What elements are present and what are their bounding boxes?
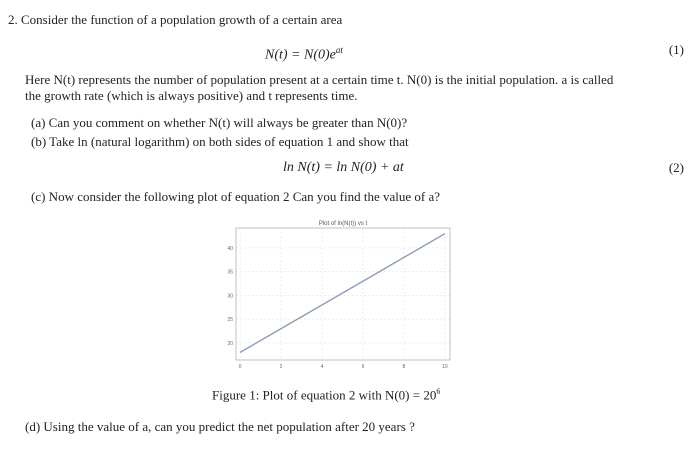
equation-1-number: (1) <box>668 42 684 57</box>
y-tick-label: 30 <box>227 293 233 300</box>
problem-intro: 2. Consider the function of a population growth of a certain area <box>8 12 343 27</box>
caption-exponent: 6 <box>436 387 441 396</box>
x-tick-label: 10 <box>442 364 448 370</box>
figure-caption <box>212 384 440 403</box>
equation-1-exponent: at <box>335 45 343 55</box>
y-tick-label: 25 <box>227 317 233 324</box>
part-d: (d) Using the value of a, can you predict the net population after 20 years ? <box>25 419 415 434</box>
paragraph-line-2: the growth rate (which is always positive) and t represents time. <box>25 88 358 103</box>
series-line <box>240 234 445 353</box>
chart-series <box>240 234 445 353</box>
part-a: (a) Can you comment on whether N(t) will always be greater than N(0)? <box>31 115 408 130</box>
equation-2-number: (2) <box>668 160 684 175</box>
part-c: (c) Now consider the following plot of equation 2 Can you find the value of a? <box>31 189 441 204</box>
caption-text: Figure 1: Plot of equation 2 with N(0) = 20 <box>212 387 437 403</box>
y-tick-label: 35 <box>227 269 233 276</box>
x-tick-label: 0 <box>238 364 242 370</box>
equation-2: ln N(t) = ln N(0) + at <box>283 160 404 175</box>
chart-grid <box>236 228 450 360</box>
x-tick-label: 6 <box>361 364 365 370</box>
x-tick-label: 2 <box>279 364 283 370</box>
paragraph-line-1: Here N(t) represents the number of population present at a certain time t. N(0) is the initial population. a is called <box>25 72 614 87</box>
equation-1-text: N(t) = N(0)e <box>265 47 336 63</box>
chart-ticks <box>227 246 447 370</box>
y-tick-label: 40 <box>227 245 233 252</box>
y-tick-label: 20 <box>227 340 233 347</box>
x-tick-label: 4 <box>320 364 324 370</box>
part-b: (b) Take ln (natural logarithm) on both sides of equation 1 and show that <box>31 134 409 149</box>
chart-title: Plot of ln(N(t)) vs t <box>318 221 368 227</box>
x-tick-label: 8 <box>402 364 406 370</box>
